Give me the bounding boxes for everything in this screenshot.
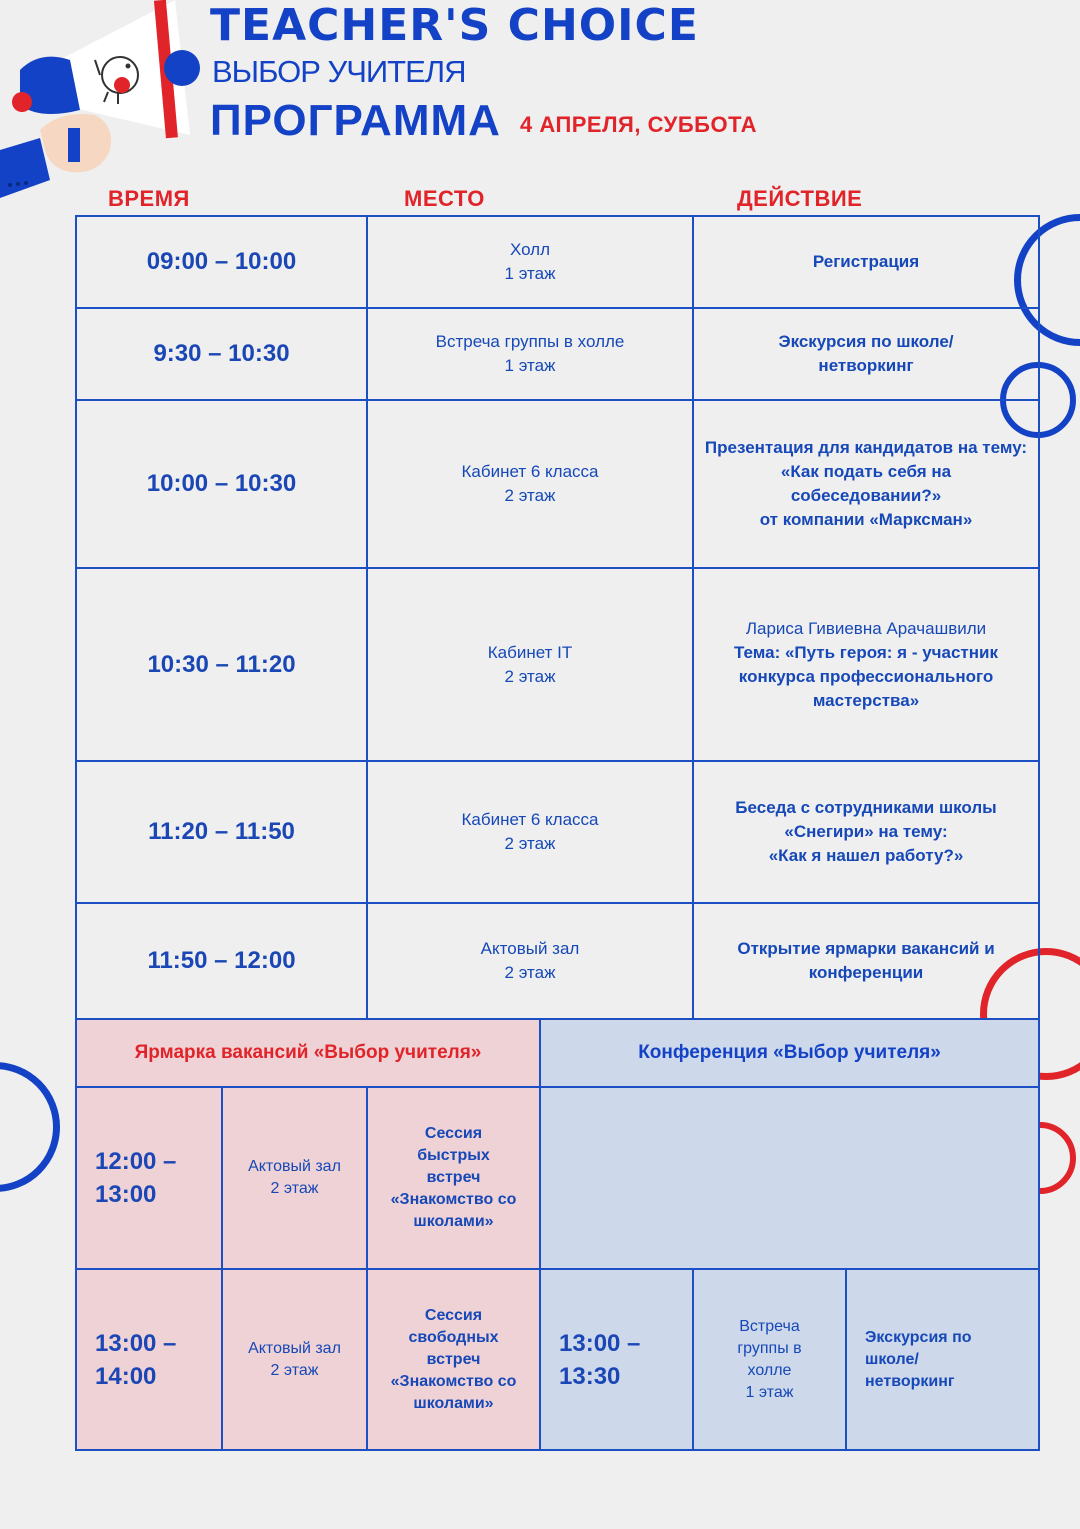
speaker-name: Лариса Гивиевна Арачашвили xyxy=(745,618,987,638)
fair-row-time: 13:00 – 14:00 xyxy=(75,1268,223,1451)
row-place: Холл 1 этаж xyxy=(366,215,694,309)
row-action: Регистрация xyxy=(692,215,1040,309)
fair-row-action: Сессия свободных встреч «Знакомство со школами» xyxy=(366,1268,541,1451)
row-place: Актовый зал 2 этаж xyxy=(366,902,694,1020)
row-time: 10:30 – 11:20 xyxy=(75,567,368,762)
fair-title: Ярмарка вакансий «Выбор учителя» xyxy=(75,1018,541,1088)
row-place: Кабинет IT 2 этаж xyxy=(366,567,694,762)
fair-row-time: 12:00 – 13:00 xyxy=(75,1086,223,1270)
fair-row-place: Актовый зал 2 этаж xyxy=(221,1268,368,1451)
column-header-action: ДЕЙСТВИЕ xyxy=(737,186,863,211)
row-place: Кабинет 6 класса 2 этаж xyxy=(366,760,694,904)
conference-row-place: Встреча группы в холле 1 этаж xyxy=(692,1268,847,1451)
row-time: 09:00 – 10:00 xyxy=(75,215,368,309)
conference-row-time: 13:00 – 13:30 xyxy=(539,1268,694,1451)
conference-title: Конференция «Выбор учителя» xyxy=(539,1018,1040,1088)
row-action: Презентация для кандидатов на тему: «Как подать себя на собеседовании?» от компании «Марксман» xyxy=(692,399,1040,569)
fair-row-place: Актовый зал 2 этаж xyxy=(221,1086,368,1270)
row-action: Лариса Гивиевна Арачашвили Тема: «Путь героя: я - участник конкурса профессионального мастерства» xyxy=(692,567,1040,762)
row-time: 11:20 – 11:50 xyxy=(75,760,368,904)
megaphone-illustration xyxy=(0,0,205,200)
column-header-place: МЕСТО xyxy=(404,186,485,211)
title-russian: ВЫБОР УЧИТЕЛЯ xyxy=(212,54,466,89)
conference-empty-cell xyxy=(539,1086,1040,1270)
conference-row-action: Экскурсия по школе/ нетворкинг xyxy=(845,1268,1040,1451)
program-heading: ПРОГРАММА xyxy=(210,96,501,145)
decor-circle-blue-left xyxy=(0,1062,60,1192)
row-time: 10:00 – 10:30 xyxy=(75,399,368,569)
row-time: 9:30 – 10:30 xyxy=(75,307,368,401)
title-english: TEACHER'S CHOICE xyxy=(210,0,699,51)
fair-row-action: Сессия быстрых встреч «Знакомство со школами» xyxy=(366,1086,541,1270)
column-header-time: ВРЕМЯ xyxy=(108,186,190,211)
row-place: Кабинет 6 класса 2 этаж xyxy=(366,399,694,569)
row-time: 11:50 – 12:00 xyxy=(75,902,368,1020)
event-date: 4 АПРЕЛЯ, СУББОТА xyxy=(520,112,758,137)
row-action: Экскурсия по школе/ нетворкинг xyxy=(692,307,1040,401)
row-place: Встреча группы в холле 1 этаж xyxy=(366,307,694,401)
row-action: Открытие ярмарки вакансий и конференции xyxy=(692,902,1040,1020)
row-action: Беседа с сотрудниками школы «Снегири» на тему: «Как я нашел работу?» xyxy=(692,760,1040,904)
